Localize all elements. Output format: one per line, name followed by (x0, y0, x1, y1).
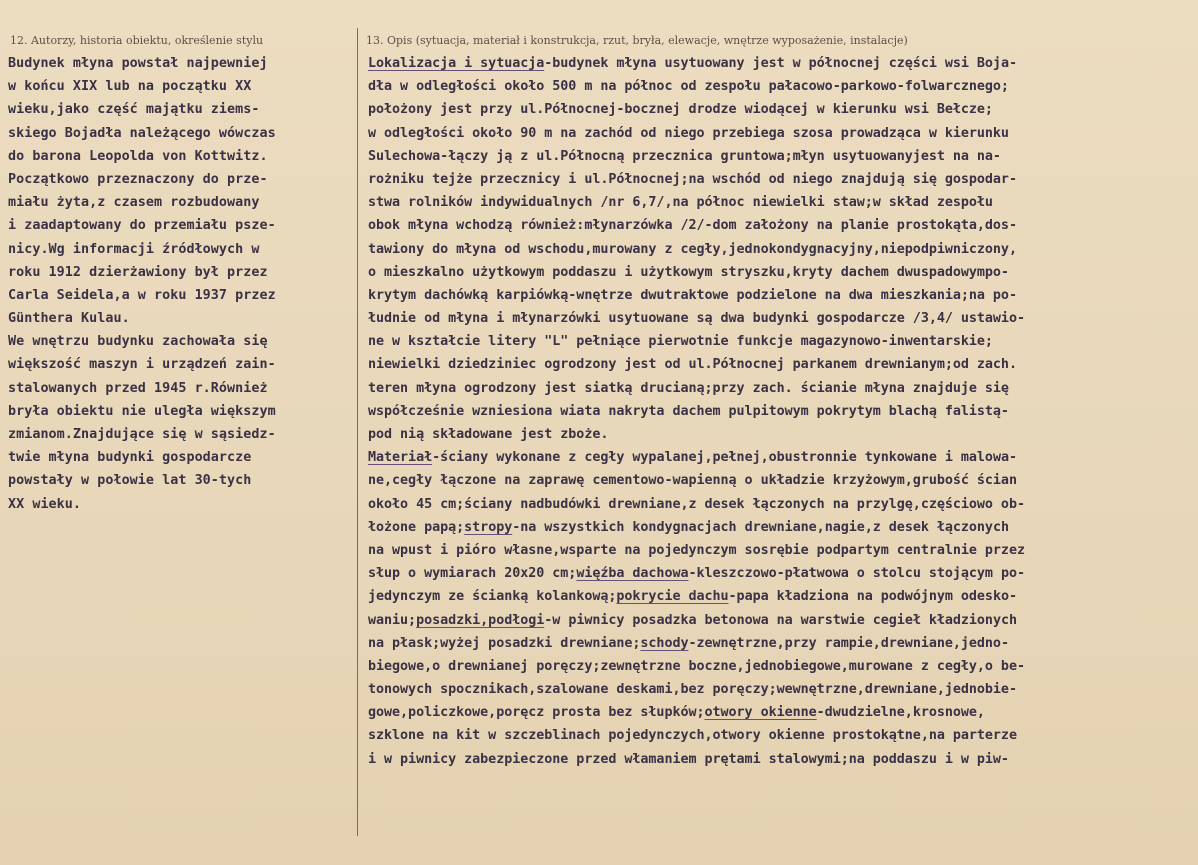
section-keyword: stropy (464, 519, 513, 535)
description-text-line (368, 377, 1194, 400)
history-text-line: Günthera Kulau. (8, 311, 130, 327)
text-segment: -w piwnicy posadzka betonowa na warstwie cegieł kładzionych (544, 612, 1017, 628)
description-text-line (368, 214, 1194, 237)
text-segment: i w piwnicy zabezpieczone przed włamaniem prętami stalowymi;na poddaszu i w piw- (368, 751, 1009, 767)
section-keyword: schody (640, 635, 689, 651)
text-segment: położony jest przy ul.Północnej-bocznej drodze wiodącej w kierunku wsi Bełcze; (368, 102, 993, 118)
text-segment: szklone na kit w szczeblinach pojedynczych,otwory okienne prostokątne,na parterze (368, 728, 1017, 744)
text-segment: jedynczym ze ścianką kolankową; (368, 589, 617, 605)
description-text-line (368, 632, 1194, 655)
text-segment: -papa kładziona na podwójnym odesko- (728, 589, 1017, 605)
description-text-line (368, 284, 1194, 307)
history-text-line: miału żyta,z czasem rozbudowany (8, 195, 260, 211)
text-segment: stwa rolników indywidualnych /nr 6,7/,na północ niewielki staw;w skład zespołu (368, 195, 993, 211)
history-text-line: Początkowo przeznaczony do prze- (8, 171, 268, 187)
text-segment: -budynek młyna usytuowany jest w północnej części wsi Boja- (544, 56, 1017, 71)
text-segment: rożniku tejże przecznicy i ul.Północnej;na wschód od niego znajdują się gospodar- (368, 171, 1017, 187)
text-segment: łożone papą; (368, 519, 465, 535)
history-text-line: XX wieku. (8, 496, 82, 512)
text-segment: tonowych spocznikach,szalowane deskami,bez poręczy;wewnętrzne,drewniane,jednobie- (368, 682, 1017, 698)
description-text-line (368, 562, 1194, 585)
text-segment: -zewnętrzne,przy rampie,drewniane,jedno- (688, 635, 1009, 651)
text-segment: Sulechowa-łączy ją z ul.Północną przecznica gruntowa;młyn usytuowanyjest na na- (368, 148, 1001, 164)
history-text-line: We wnętrzu budynku zachowała się (8, 334, 268, 350)
description-text-line (368, 168, 1194, 191)
history-text-line: i zaadaptowany do przemiału psze- (8, 218, 276, 234)
history-text-line: stalowanych przed 1945 r.Również (8, 380, 268, 396)
text-segment: ne,cegły łączone na zaprawę cementowo-wapienną o układzie krzyżowym,grubość ścian (368, 473, 1017, 489)
description-text-line (368, 145, 1194, 168)
text-segment: na płask;wyżej posadzki drewniane; (368, 635, 641, 651)
description-text-line (368, 353, 1194, 376)
description-text-line (368, 701, 1194, 724)
section-keyword: Lokalizacja i sytuacja (368, 56, 545, 71)
text-segment: -ściany wykonane z cegły wypalanej,pełnej,obustronnie tynkowane i malowa- (432, 450, 1017, 466)
description-text-line (368, 238, 1194, 261)
history-text-line: Carla Seidela,a w roku 1937 przez (8, 287, 276, 303)
description-text-line (368, 122, 1194, 145)
section-keyword: pokrycie dachu (616, 589, 729, 605)
text-segment: teren młyna ogrodzony jest siatką drucianą;przy zach. ścianie młyna znajduje się (368, 380, 1009, 396)
description-text-line (368, 748, 1194, 771)
text-segment: ne w kształcie litery "L" pełniące pierwotnie funkcje magazynowo-inwentarskie; (368, 334, 993, 350)
history-text-line: wieku,jako część majątku ziems- (8, 102, 260, 118)
description-text-line (368, 261, 1194, 284)
text-segment: o mieszkalno użytkowym poddaszu i użytkowym stryszku,kryty dachem dwuspadowympo- (368, 264, 1009, 280)
text-segment: dła w odległości około 500 m na północ od zespołu pałacowo-parkowo-folwarcznego; (368, 79, 1009, 95)
history-text-line: w końcu XIX lub na początku XX (8, 79, 252, 95)
history-text-line: nicy.Wg informacji źródłowych w (8, 241, 260, 257)
text-segment: waniu; (368, 612, 417, 628)
section-keyword: posadzki,podłogi (416, 612, 545, 628)
description-text-line (368, 52, 1194, 75)
section-12-header: 12. Autorzy, historia obiektu, określenie stylu (10, 34, 264, 47)
text-segment: gowe,policzkowe,poręcz prosta bez słupków; (368, 705, 705, 721)
history-text-line: do barona Leopolda von Kottwitz. (8, 148, 268, 164)
section-keyword: więźba dachowa (576, 566, 689, 582)
text-segment: na wpust i pióro własne,wsparte na pojedynczym sosrębie podpartym centralnie przez (368, 542, 1025, 558)
text-segment: łudnie od młyna i młynarzówki usytuowane są dwa budynki gospodarcze /3,4/ ustawio- (368, 311, 1025, 327)
text-segment: -na wszystkich kondygnacjach drewniane,nagie,z desek łączonych (512, 519, 1009, 535)
history-text-line: bryła obiektu nie uległa większym (8, 403, 276, 419)
text-segment: -kleszczowo-płatwowa o stolcu stojącym po- (688, 566, 1025, 582)
text-segment: -dwudzielne,krosnowe, (816, 705, 985, 721)
section-keyword: otwory okienne (704, 705, 817, 721)
description-text-line (368, 516, 1194, 539)
history-text-line: większość maszyn i urządzeń zain- (8, 357, 276, 373)
text-segment: współcześnie wzniesiona wiata nakryta dachem pulpitowym pokrytym blachą falistą- (368, 403, 1009, 419)
history-text-line: zmianom.Znajdujące się w sąsiedz- (8, 427, 276, 442)
description-text-line (368, 493, 1194, 516)
description-text-line (368, 655, 1194, 678)
text-segment: około 45 cm;ściany nadbudówki drewniane,z desek łączonych na przylgę,częściowo ob- (368, 496, 1025, 512)
description-text-line (368, 469, 1194, 492)
description-text-column (368, 52, 1194, 771)
description-text-line (368, 191, 1194, 214)
text-segment: w odległości około 90 m na zachód od niego przebiega szosa prowadząca w kierunku (368, 125, 1009, 141)
section-keyword: Materiał (368, 450, 433, 466)
text-segment: krytym dachówką karpiówką-wnętrze dwutraktowe podzielone na dwa mieszkania;na po- (368, 287, 1017, 303)
text-segment: biegowe,o drewnianej poręczy;zewnętrzne boczne,jednobiegowe,murowane z cegły,o be- (368, 658, 1025, 674)
description-text-line (368, 423, 1194, 446)
history-text-column (8, 52, 348, 516)
description-text-line (368, 609, 1194, 632)
history-text-line: skiego Bojadła należącego wówczas (8, 125, 276, 141)
column-divider (357, 28, 358, 836)
text-segment: obok młyna wchodzą również:młynarzówka /2/-dom założony na planie prostokąta,dos- (368, 218, 1017, 234)
description-text-line (368, 330, 1194, 353)
history-text-line: twie młyna budynki gospodarcze (8, 450, 252, 466)
history-text-line: Budynek młyna powstał najpewniej (8, 56, 268, 71)
history-text-line: roku 1912 dzierżawiony był przez (8, 264, 268, 280)
description-text-line (368, 400, 1194, 423)
description-text-line (368, 585, 1194, 608)
description-text-line (368, 539, 1194, 562)
description-text-line (368, 724, 1194, 747)
text-segment: niewielki dziedziniec ogrodzony jest od ul.Północnej parkanem drewnianym;od zach. (368, 357, 1017, 373)
text-segment: słup o wymiarach 20x20 cm; (368, 566, 577, 582)
text-segment: pod nią składowane jest zboże. (368, 427, 609, 442)
description-text-line (368, 75, 1194, 98)
description-text-line (368, 446, 1194, 469)
description-text-line (368, 678, 1194, 701)
description-text-line (368, 307, 1194, 330)
history-text-line: powstały w połowie lat 30-tych (8, 473, 252, 489)
description-text-line (368, 98, 1194, 121)
section-13-header: 13. Opis (sytuacja, materiał i konstrukcja, rzut, bryła, elewacje, wnętrze wyposażenie, instalacje) (366, 34, 908, 47)
text-segment: tawiony do młyna od wschodu,murowany z cegły,jednokondygnacyjny,niepodpiwniczony, (368, 241, 1017, 257)
